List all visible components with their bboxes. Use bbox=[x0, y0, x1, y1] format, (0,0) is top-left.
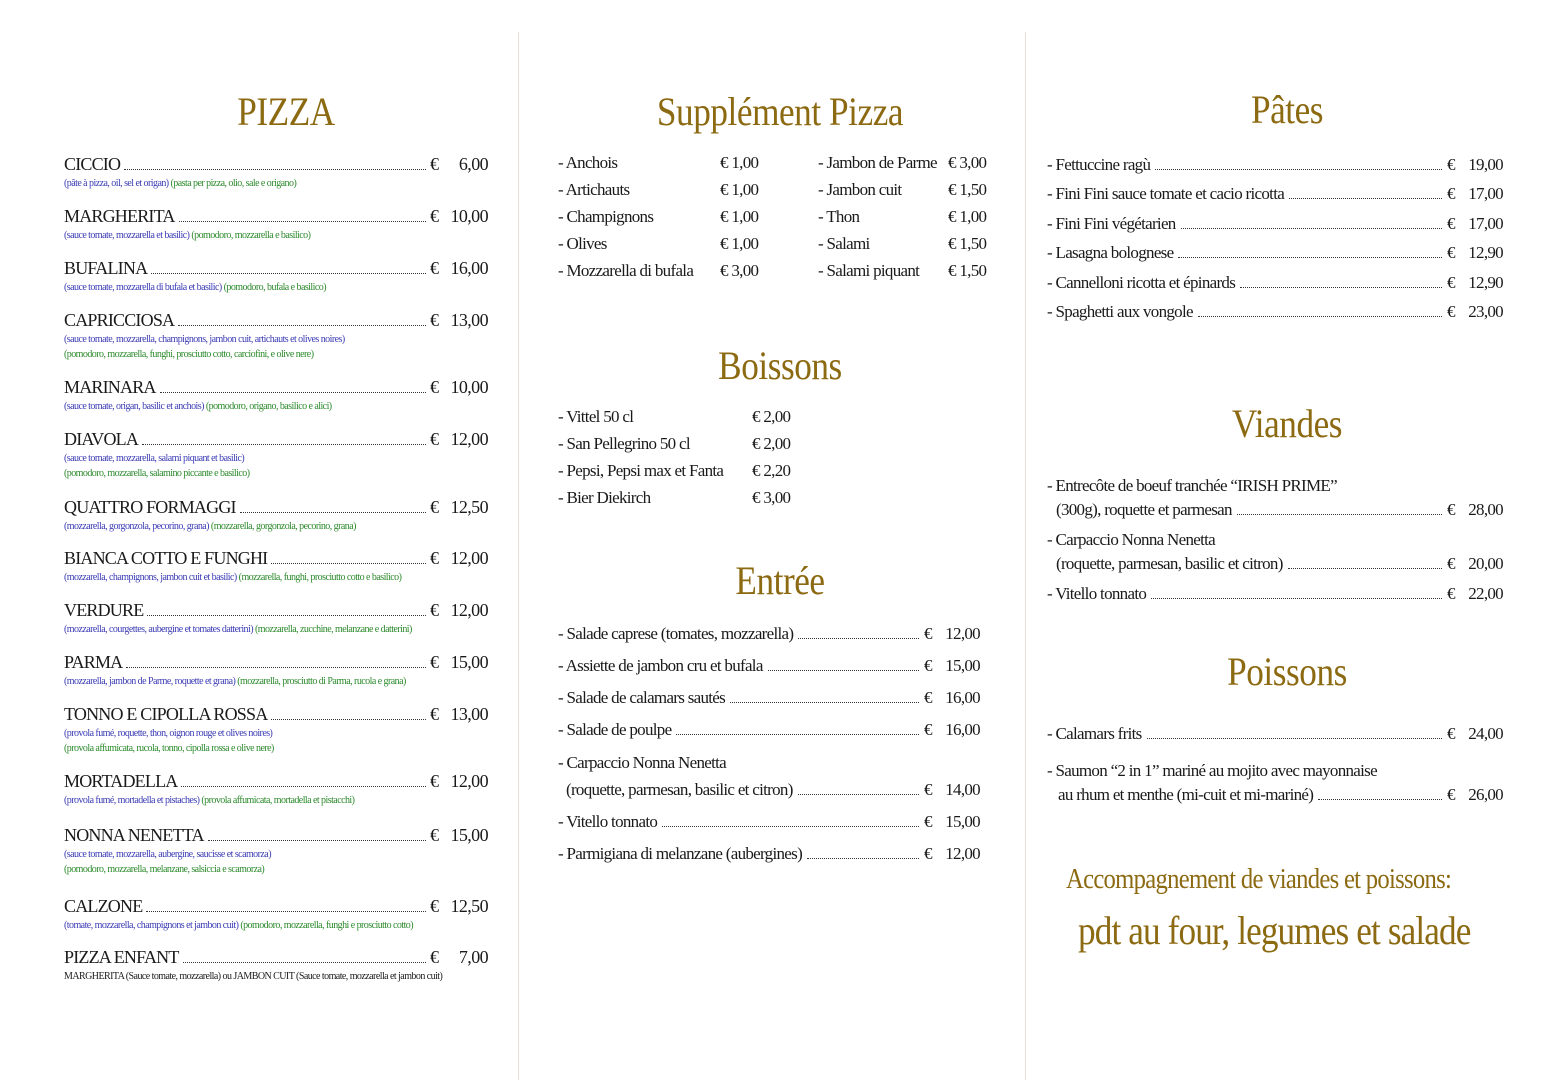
viandes-item-name: (300g), roquette et parmesan bbox=[1056, 500, 1232, 519]
currency: € bbox=[430, 771, 439, 791]
dot-leader bbox=[181, 785, 426, 787]
entree-item-line: - Carpaccio Nonna Nenetta bbox=[558, 753, 726, 772]
dot-leader bbox=[1181, 227, 1442, 229]
currency: € bbox=[1447, 184, 1455, 203]
pizza-name: QUATTRO FORMAGGI bbox=[64, 497, 236, 517]
pizza-item bbox=[64, 377, 488, 414]
pizza-name: MARINARA bbox=[64, 377, 156, 397]
pizza-item-line bbox=[64, 771, 488, 793]
entree-item-price: 15,00 bbox=[945, 812, 980, 831]
pizza-item bbox=[64, 947, 488, 984]
currency: € bbox=[430, 258, 439, 278]
currency: € bbox=[1447, 155, 1455, 174]
entree-item-name: (roquette, parmesan, basilic et citron) bbox=[566, 780, 793, 799]
pizza-name: CAPRICCIOSA bbox=[64, 310, 175, 330]
currency: € bbox=[1447, 302, 1455, 321]
currency: € bbox=[1447, 554, 1455, 573]
pizza-name: DIAVOLA bbox=[64, 429, 139, 449]
supplement-price: € 1,00 bbox=[720, 234, 759, 253]
pizza-price: 12,00 bbox=[450, 600, 488, 620]
viandes-item-name: - Vitello tonnato bbox=[1047, 584, 1147, 603]
pates-item-price: 19,00 bbox=[1468, 155, 1503, 174]
dot-leader bbox=[1240, 286, 1442, 288]
pizza-desc-it: (pomodoro, bufala e basilico) bbox=[223, 282, 326, 293]
pizza-desc-fr: (sauce tomate, mozzarella, champignons, jambon cuit, artichauts et olives noires) bbox=[64, 334, 345, 345]
pizza-desc-it: (mozzarella, prosciutto di Parma, rucola e grana) bbox=[237, 676, 406, 687]
supplement-price: € 1,50 bbox=[948, 180, 987, 199]
dot-leader bbox=[807, 857, 919, 859]
currency: € bbox=[430, 947, 439, 967]
pizza-item-line bbox=[64, 154, 488, 176]
entree-item-name: - Salade caprese (tomates, mozzarella) bbox=[558, 624, 794, 643]
dot-leader bbox=[1288, 567, 1442, 569]
pizza-desc-it: (pomodoro, mozzarella e basilico) bbox=[191, 230, 311, 241]
dot-leader bbox=[1147, 737, 1442, 739]
pates-item-price: 12,90 bbox=[1468, 273, 1503, 292]
pizza-desc-fr: (provola fumé, roquette, thon, oignon rouge et olives noires) bbox=[64, 728, 273, 739]
pizza-item-line bbox=[64, 206, 488, 228]
currency: € bbox=[1447, 243, 1455, 262]
pizza-price: 10,00 bbox=[450, 206, 488, 226]
pizza-item bbox=[64, 600, 488, 637]
currency: € bbox=[924, 812, 932, 831]
pizza-desc-fr: (mozzarella, jambon de Parme, roquette et grana) bbox=[64, 676, 236, 687]
pizza-item-line bbox=[64, 429, 488, 451]
supplement-price: € 1,00 bbox=[720, 180, 759, 199]
pates-item-price: 23,00 bbox=[1468, 302, 1503, 321]
pizza-name: PIZZA ENFANT bbox=[64, 947, 179, 967]
supplement-name: - Artichauts bbox=[558, 180, 630, 199]
boisson-price: € 3,00 bbox=[752, 488, 791, 507]
pizza-desc-fr: (tomate, mozzarella, champignons et jambon cuit) bbox=[64, 920, 239, 931]
entree-item-price: 16,00 bbox=[945, 720, 980, 739]
pates-item-name: - Fini Fini végétarien bbox=[1047, 214, 1176, 233]
pizza-description bbox=[64, 793, 488, 808]
supplement-name: - Jambon cuit bbox=[818, 180, 902, 199]
boissons-title: Boissons bbox=[718, 343, 842, 388]
pizza-description bbox=[64, 847, 488, 862]
boisson-name: - Bier Diekirch bbox=[558, 488, 651, 507]
dot-leader bbox=[208, 839, 426, 841]
pates-item-price: 17,00 bbox=[1468, 214, 1503, 233]
boisson-price: € 2,00 bbox=[752, 434, 791, 453]
accompagnement-sides: pdt au four, legumes et salade bbox=[1078, 908, 1471, 953]
currency: € bbox=[924, 780, 932, 799]
currency: € bbox=[1447, 500, 1455, 519]
currency: € bbox=[430, 154, 439, 174]
pizza-item bbox=[64, 548, 488, 585]
boisson-name: - Pepsi, Pepsi max et Fanta bbox=[558, 461, 724, 480]
pizza-price: 7,00 bbox=[458, 947, 488, 967]
pizza-price: 13,00 bbox=[450, 704, 488, 724]
dot-leader bbox=[271, 718, 426, 720]
pizza-desc-it: (pomodoro, mozzarella, funghi, prosciutto cotto, carciofini, e olive nere) bbox=[64, 349, 314, 360]
supplement-name: - Jambon de Parme bbox=[818, 153, 937, 172]
pizza-description-it bbox=[64, 862, 488, 877]
pizza-item bbox=[64, 825, 488, 877]
pizza-desc-fr: (mozzarella, gorgonzola, pecorino, grana) bbox=[64, 521, 209, 532]
dot-leader bbox=[240, 511, 426, 513]
pates-item bbox=[1047, 273, 1503, 293]
pizza-description bbox=[64, 570, 488, 585]
pizza-title: PIZZA bbox=[237, 89, 335, 134]
dot-leader bbox=[147, 614, 426, 616]
supplement-price: € 1,00 bbox=[948, 207, 987, 226]
column-divider-right bbox=[1025, 32, 1026, 1080]
pizza-description bbox=[64, 399, 488, 414]
pizza-description bbox=[64, 622, 488, 637]
viandes-item bbox=[1047, 584, 1503, 604]
pizza-item bbox=[64, 497, 488, 534]
supplement-name: - Olives bbox=[558, 234, 607, 253]
pizza-desc-it: (pomodoro, mozzarella, funghi e prosciutto cotto) bbox=[240, 920, 414, 931]
pizza-item bbox=[64, 429, 488, 481]
pizza-description bbox=[64, 918, 488, 933]
dot-leader bbox=[146, 910, 426, 912]
poissons-item bbox=[1058, 785, 1503, 805]
boisson-name: - San Pellegrino 50 cl bbox=[558, 434, 690, 453]
pizza-price: 12,50 bbox=[450, 497, 488, 517]
pates-item-name: - Fini Fini sauce tomate et cacio ricotta bbox=[1047, 184, 1285, 203]
pizza-item bbox=[64, 258, 488, 295]
entree-item-name: - Salade de poulpe bbox=[558, 720, 672, 739]
pates-item bbox=[1047, 302, 1503, 322]
accompagnement-heading: Accompagnement de viandes et poissons: bbox=[1066, 864, 1452, 895]
dot-leader bbox=[730, 701, 919, 703]
pates-item bbox=[1047, 214, 1503, 234]
dot-leader bbox=[1155, 168, 1442, 170]
currency: € bbox=[430, 600, 439, 620]
poissons-item bbox=[1047, 724, 1503, 744]
viandes-item-price: 20,00 bbox=[1468, 554, 1503, 573]
pizza-desc-it: (mozzarella, funghi, prosciutto cotto e basilico) bbox=[238, 572, 402, 583]
pates-item bbox=[1047, 243, 1503, 263]
pizza-description bbox=[64, 519, 488, 534]
pizza-item-line bbox=[64, 497, 488, 519]
currency: € bbox=[1447, 584, 1455, 603]
pates-item-name: - Spaghetti aux vongole bbox=[1047, 302, 1193, 321]
column-divider-left bbox=[518, 32, 519, 1080]
entree-item-name: - Salade de calamars sautés bbox=[558, 688, 726, 707]
pizza-price: 12,00 bbox=[450, 429, 488, 449]
pizza-item bbox=[64, 771, 488, 808]
currency: € bbox=[430, 206, 439, 226]
entree-item bbox=[558, 844, 980, 864]
pizza-item-line bbox=[64, 377, 488, 399]
pizza-description bbox=[64, 726, 488, 741]
pizza-name: PARMA bbox=[64, 652, 123, 672]
currency: € bbox=[430, 652, 439, 672]
dot-leader bbox=[1151, 597, 1442, 599]
currency: € bbox=[430, 429, 439, 449]
viandes-item-name: (roquette, parmesan, basilic et citron) bbox=[1056, 554, 1283, 573]
pizza-description bbox=[64, 969, 488, 984]
pizza-desc-it: (mozzarella, zucchine, melanzane e datterini) bbox=[254, 624, 412, 635]
poissons-item-name: - Calamars frits bbox=[1047, 724, 1142, 743]
pizza-price: 16,00 bbox=[450, 258, 488, 278]
dot-leader bbox=[183, 961, 426, 963]
pizza-name: CALZONE bbox=[64, 896, 143, 916]
pizza-name: VERDURE bbox=[64, 600, 144, 620]
dot-leader bbox=[662, 825, 919, 827]
dot-leader bbox=[768, 669, 919, 671]
pizza-item bbox=[64, 206, 488, 243]
dot-leader bbox=[1198, 315, 1442, 317]
pizza-item bbox=[64, 896, 488, 933]
pizza-name: MARGHERITA bbox=[64, 206, 175, 226]
entree-item bbox=[558, 688, 980, 708]
pizza-price: 15,00 bbox=[450, 825, 488, 845]
dot-leader bbox=[1289, 197, 1442, 199]
entree-item-price: 16,00 bbox=[945, 688, 980, 707]
currency: € bbox=[1447, 273, 1455, 292]
pizza-price: 6,00 bbox=[458, 154, 488, 174]
pizza-name: MORTADELLA bbox=[64, 771, 178, 791]
pizza-desc-it: (pomodoro, mozzarella, salamino piccante e basilico) bbox=[64, 468, 250, 479]
entree-item-price: 15,00 bbox=[945, 656, 980, 675]
poissons-title: Poissons bbox=[1227, 649, 1347, 694]
viandes-item-line: - Carpaccio Nonna Nenetta bbox=[1047, 530, 1215, 549]
pates-item-name: - Cannelloni ricotta et épinards bbox=[1047, 273, 1236, 292]
pizza-description bbox=[64, 451, 488, 466]
pizza-desc-fr: (mozzarella, champignons, jambon cuit et basilic) bbox=[64, 572, 237, 583]
currency: € bbox=[1447, 724, 1455, 743]
pizza-desc-it: (pomodoro, origano, basilico e alici) bbox=[205, 401, 332, 412]
dot-leader bbox=[178, 324, 426, 326]
viandes-item bbox=[1056, 500, 1503, 520]
pizza-desc-fr: (provola fumé, mortadella et pistaches) bbox=[64, 795, 200, 806]
entree-item-price: 12,00 bbox=[945, 624, 980, 643]
dot-leader bbox=[798, 793, 919, 795]
currency: € bbox=[924, 720, 932, 739]
boisson-price: € 2,00 bbox=[752, 407, 791, 426]
dot-leader bbox=[124, 168, 426, 170]
pizza-item bbox=[64, 704, 488, 756]
currency: € bbox=[430, 377, 439, 397]
pizza-desc-fr: (sauce tomate, mozzarella et basilic) bbox=[64, 230, 190, 241]
currency: € bbox=[924, 844, 932, 863]
pizza-desc-it: (provola affumicata, rucola, tonno, cipolla rossa e olive nere) bbox=[64, 743, 274, 754]
pizza-item-line bbox=[64, 600, 488, 622]
supplement-price: € 3,00 bbox=[948, 153, 987, 172]
supplement-name: - Thon bbox=[818, 207, 860, 226]
dot-leader bbox=[1237, 513, 1442, 515]
poissons-item-line: - Saumon “2 in 1” mariné au mojito avec mayonnaise bbox=[1047, 761, 1377, 780]
pizza-description bbox=[64, 674, 488, 689]
poissons-item-price: 24,00 bbox=[1468, 724, 1503, 743]
pizza-desc-fr: (sauce tomate, mozzarella, salami piquant et basilic) bbox=[64, 453, 245, 464]
pates-item-name: - Lasagna bolognese bbox=[1047, 243, 1174, 262]
pizza-desc-it: (mozzarella, gorgonzola, pecorino, grana) bbox=[210, 521, 356, 532]
pizza-desc-fr: MARGHERITA (Sauce tomate, mozzarella) ou JAMBON CUIT (Sauce tomate, mozzarella et jambon cuit) bbox=[64, 971, 443, 982]
pizza-name: NONNA NENETTA bbox=[64, 825, 204, 845]
entree-item bbox=[558, 656, 980, 676]
pates-item-name: - Fettuccine ragù bbox=[1047, 155, 1151, 174]
pates-title: Pâtes bbox=[1250, 87, 1324, 132]
entree-item bbox=[558, 812, 980, 832]
pizza-item-line bbox=[64, 258, 488, 280]
currency: € bbox=[924, 656, 932, 675]
pates-item-price: 17,00 bbox=[1468, 184, 1503, 203]
dot-leader bbox=[151, 272, 426, 274]
currency: € bbox=[430, 704, 439, 724]
supplement-name: - Salami piquant bbox=[818, 261, 920, 280]
entree-title: Entrée bbox=[735, 558, 825, 603]
pizza-item bbox=[64, 154, 488, 191]
pizza-item-line bbox=[64, 310, 488, 332]
entree-item-price: 14,00 bbox=[945, 780, 980, 799]
dot-leader bbox=[142, 443, 426, 445]
pizza-desc-it: (pasta per pizza, olio, sale e origano) bbox=[170, 178, 297, 189]
dot-leader bbox=[1318, 798, 1442, 800]
entree-item bbox=[558, 720, 980, 740]
viandes-item-price: 28,00 bbox=[1468, 500, 1503, 519]
pizza-price: 12,00 bbox=[450, 771, 488, 791]
pizza-item-line bbox=[64, 548, 488, 570]
pizza-description bbox=[64, 280, 488, 295]
supplement-price: € 1,00 bbox=[720, 153, 759, 172]
currency: € bbox=[430, 310, 439, 330]
pizza-desc-fr: (sauce tomate, mozzarella di bufala et basilic) bbox=[64, 282, 222, 293]
viandes-item bbox=[1056, 554, 1503, 574]
currency: € bbox=[430, 896, 439, 916]
pizza-description bbox=[64, 332, 488, 347]
pizza-name: BUFALINA bbox=[64, 258, 148, 278]
currency: € bbox=[1447, 214, 1455, 233]
pates-item-price: 12,90 bbox=[1468, 243, 1503, 262]
supplement-price: € 1,50 bbox=[948, 261, 987, 280]
viandes-item-price: 22,00 bbox=[1468, 584, 1503, 603]
pizza-description-it bbox=[64, 347, 488, 362]
pates-item bbox=[1047, 155, 1503, 175]
dot-leader bbox=[271, 562, 426, 564]
supplement-name: - Mozzarella di bufala bbox=[558, 261, 694, 280]
currency: € bbox=[430, 497, 439, 517]
viandes-title: Viandes bbox=[1231, 401, 1343, 446]
entree-item-name: - Parmigiana di melanzane (aubergines) bbox=[558, 844, 803, 863]
pizza-item-line bbox=[64, 825, 488, 847]
pizza-item-line bbox=[64, 947, 488, 969]
pizza-item-line bbox=[64, 896, 488, 918]
pizza-name: CICCIO bbox=[64, 154, 121, 174]
pizza-desc-fr: (mozzarella, courgettes, aubergine et tomates datterini) bbox=[64, 624, 254, 635]
pizza-desc-fr: (sauce tomate, origan, basilic et anchois) bbox=[64, 401, 204, 412]
entree-item-name: - Assiette de jambon cru et bufala bbox=[558, 656, 763, 675]
pizza-description bbox=[64, 228, 488, 243]
supplement-price: € 1,00 bbox=[720, 207, 759, 226]
currency: € bbox=[1447, 785, 1455, 804]
dot-leader bbox=[179, 220, 426, 222]
pates-item bbox=[1047, 184, 1503, 204]
pizza-price: 10,00 bbox=[450, 377, 488, 397]
dot-leader bbox=[126, 666, 426, 668]
supplement-price: € 1,50 bbox=[948, 234, 987, 253]
pizza-price: 12,50 bbox=[450, 896, 488, 916]
viandes-item-line: - Entrecôte de boeuf tranchée “IRISH PRIME” bbox=[1047, 476, 1337, 495]
dot-leader bbox=[676, 733, 919, 735]
pizza-price: 15,00 bbox=[450, 652, 488, 672]
currency: € bbox=[924, 624, 932, 643]
entree-item bbox=[558, 624, 980, 644]
boisson-name: - Vittel 50 cl bbox=[558, 407, 634, 426]
poissons-item-name: au rhum et menthe (mi-cuit et mi-mariné) bbox=[1058, 785, 1314, 804]
supplement-name: - Anchois bbox=[558, 153, 618, 172]
pizza-desc-fr: (pâte à pizza, oil, sel et origan) bbox=[64, 178, 169, 189]
currency: € bbox=[430, 548, 439, 568]
pizza-item-line bbox=[64, 652, 488, 674]
pizza-description bbox=[64, 176, 488, 191]
pizza-item-line bbox=[64, 704, 488, 726]
pizza-description-it bbox=[64, 466, 488, 481]
entree-item-name: - Vitello tonnato bbox=[558, 812, 658, 831]
supplement-price: € 3,00 bbox=[720, 261, 759, 280]
pizza-price: 12,00 bbox=[450, 548, 488, 568]
pizza-name: BIANCA COTTO E FUNGHI bbox=[64, 548, 268, 568]
pizza-desc-it: (pomodoro, mozzarella, melanzane, salsiccia e scamorza) bbox=[64, 864, 265, 875]
pizza-desc-fr: (sauce tomate, mozzarella, aubergine, saucisse et scamorza) bbox=[64, 849, 271, 860]
pizza-price: 13,00 bbox=[450, 310, 488, 330]
currency: € bbox=[924, 688, 932, 707]
pizza-description-it bbox=[64, 741, 488, 756]
pizza-item bbox=[64, 652, 488, 689]
pizza-desc-it: (provola affumicata, mortadella et pistacchi) bbox=[201, 795, 355, 806]
supplement-title: Supplément Pizza bbox=[656, 89, 904, 134]
dot-leader bbox=[1178, 256, 1442, 258]
boisson-price: € 2,20 bbox=[752, 461, 791, 480]
entree-item-price: 12,00 bbox=[945, 844, 980, 863]
poissons-item-price: 26,00 bbox=[1468, 785, 1503, 804]
pizza-item bbox=[64, 310, 488, 362]
dot-leader bbox=[160, 391, 426, 393]
pizza-name: TONNO E CIPOLLA ROSSA bbox=[64, 704, 268, 724]
supplement-name: - Champignons bbox=[558, 207, 654, 226]
currency: € bbox=[430, 825, 439, 845]
entree-item bbox=[566, 780, 980, 800]
supplement-name: - Salami bbox=[818, 234, 870, 253]
dot-leader bbox=[798, 637, 919, 639]
